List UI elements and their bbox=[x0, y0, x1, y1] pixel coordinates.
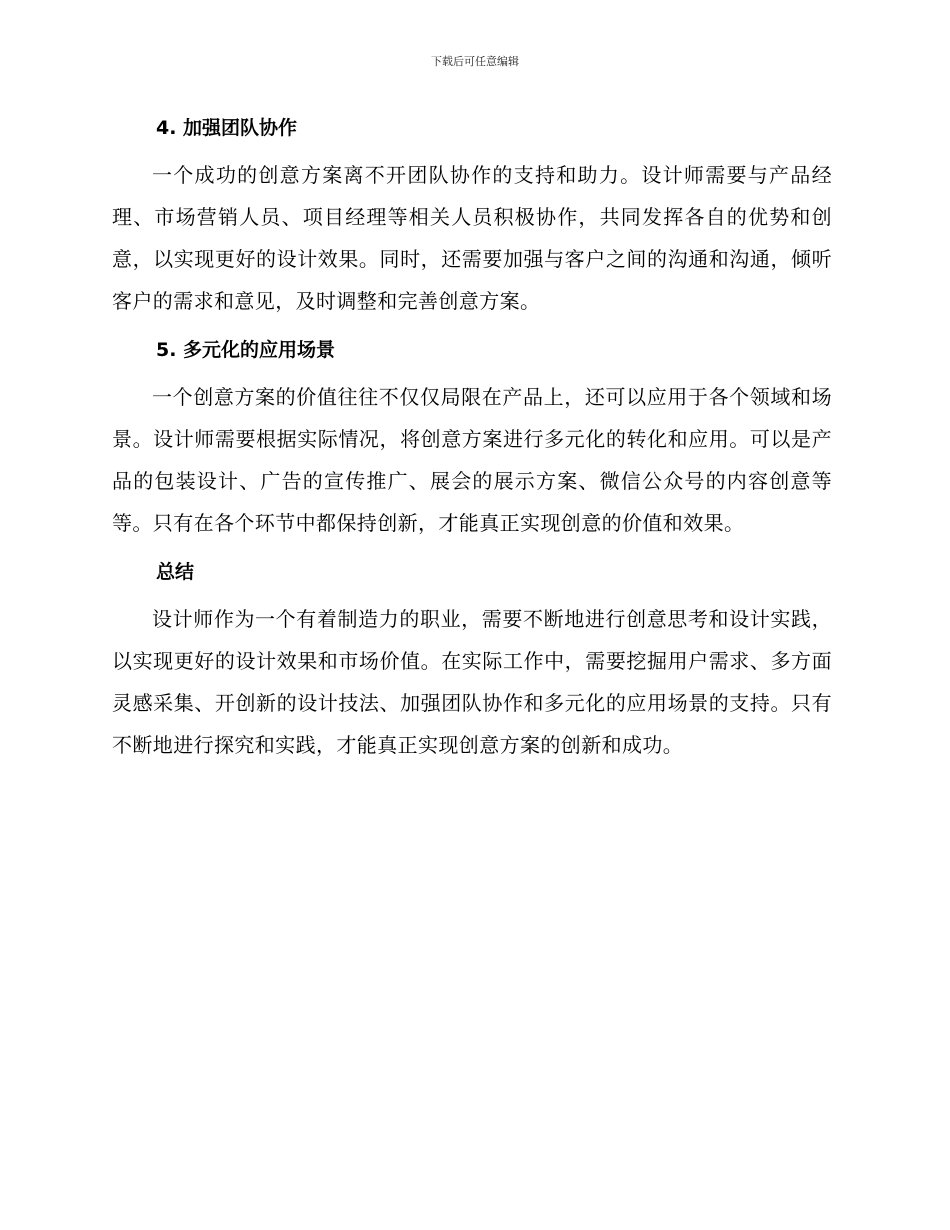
section-heading: 总结 bbox=[156, 561, 195, 583]
document-body bbox=[112, 108, 832, 774]
section-team-collaboration bbox=[112, 108, 832, 322]
section-heading: 4. 加强团队协作 bbox=[156, 117, 298, 139]
section-paragraph: 一个创意方案的价值往往不仅仅局限在产品上，还可以应用于各个领域和场景。设计师需要根据实际情况，将创意方案进行多元化的转化和应用。可以是产品的包装设计、广告的宣传推广、展会的展示方案、微信公众号的内容创意等等。只有在各个环节中都保持创新，才能真正实现创意的价值和效果。 bbox=[112, 385, 832, 535]
section-summary bbox=[112, 552, 832, 766]
section-paragraph: 一个成功的创意方案离不开团队协作的支持和助力。设计师需要与产品经理、市场营销人员、项目经理等相关人员积极协作，共同发挥各自的优势和创意，以实现更好的设计效果。同时，还需要加强与客户之间的沟通和沟通，倾听客户的需求和意见，及时调整和完善创意方案。 bbox=[112, 163, 832, 313]
section-paragraph: 设计师作为一个有着制造力的职业，需要不断地进行创意思考和设计实践，以实现更好的设计效果和市场价值。在实际工作中，需要挖掘用户需求、多方面灵感采集、开创新的设计技法、加强团队协作和多元化的应用场景的支持。只有不断地进行探究和实践，才能真正实现创意方案的创新和成功。 bbox=[112, 607, 832, 757]
page-header: 下载后可任意编辑 bbox=[431, 55, 519, 68]
section-heading: 5. 多元化的应用场景 bbox=[156, 339, 336, 361]
section-diverse-scenarios bbox=[112, 330, 832, 544]
